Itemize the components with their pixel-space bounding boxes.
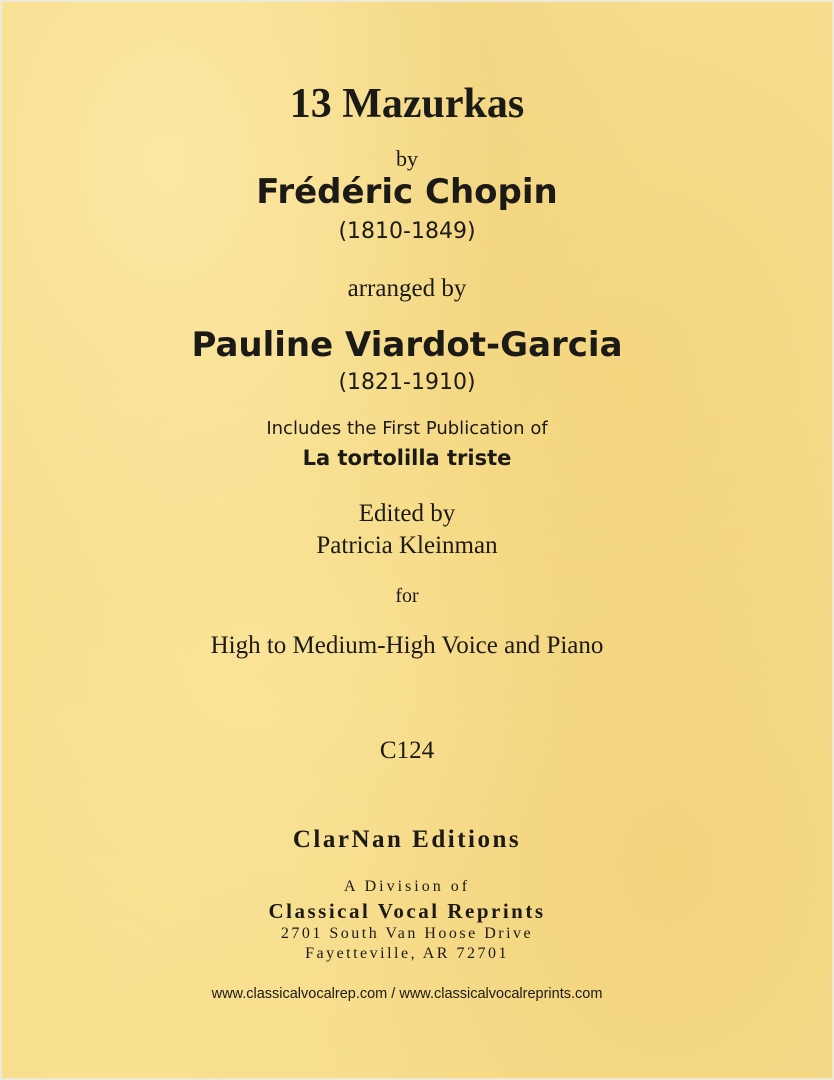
arranged-by-label: arranged by (347, 275, 467, 302)
website-links: www.classicalvocalrep.com / www.classicalvocalreprints.com (211, 986, 603, 1002)
book-title: 13 Mazurkas (289, 81, 525, 127)
song-title: La tortolilla triste (302, 446, 512, 470)
parent-company: Classical Vocal Reprints (268, 899, 546, 923)
arranger-dates: (1821-1910) (338, 370, 476, 395)
arranger-name: Pauline Viardot-Garcia (191, 325, 623, 365)
voicing-description: High to Medium-High Voice and Piano (210, 632, 604, 659)
division-label: A Division of (343, 878, 471, 895)
edited-by-label: Edited by (358, 500, 456, 527)
publisher-name: ClarNan Editions (292, 826, 522, 853)
editor-name: Patricia Kleinman (316, 532, 498, 559)
by-label: by (396, 146, 418, 171)
composer-name: Frédéric Chopin (256, 172, 558, 212)
for-label: for (395, 585, 419, 607)
street-address: 2701 South Van Hoose Drive (280, 925, 534, 942)
composer-dates: (1810-1849) (338, 219, 476, 244)
catalog-number: C124 (379, 737, 435, 764)
city-address: Fayetteville, AR 72701 (305, 945, 509, 962)
includes-note: Includes the First Publication of (266, 418, 548, 439)
